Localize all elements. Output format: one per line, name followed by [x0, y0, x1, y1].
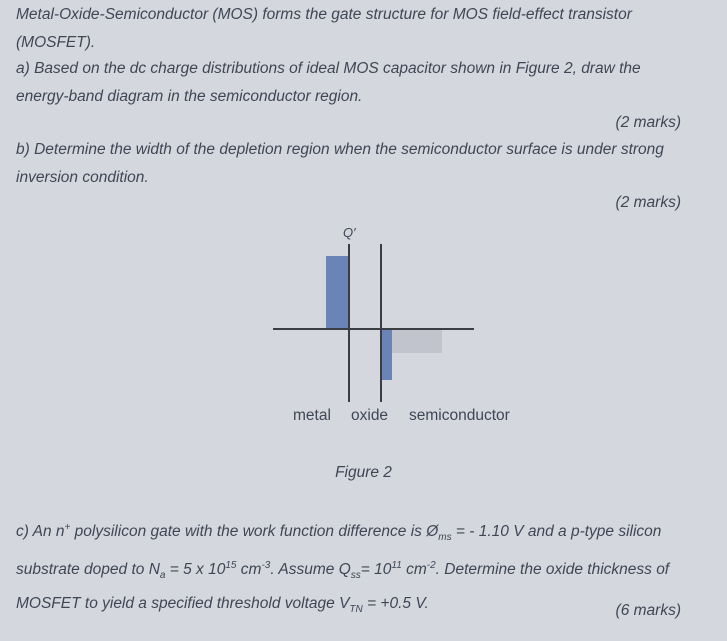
subscript: a [159, 570, 166, 581]
region-label-metal: metal [293, 407, 331, 424]
part-a-question [16, 55, 696, 110]
subscript: ss [350, 570, 361, 581]
part-a-line-1: a) Based on the dc charge distributions of ideal MOS capacitor shown in Figure 2, draw the [16, 60, 641, 77]
part-c-line-2 [16, 559, 670, 581]
part-b-question [16, 136, 696, 191]
text: MOSFET to yield a specified threshold voltage V [16, 594, 350, 612]
semiconductor-inversion-charge [382, 330, 392, 380]
superscript: + [64, 522, 71, 533]
superscript: -2 [426, 559, 436, 571]
text: = 5 x 10 [165, 560, 226, 578]
charge-axis-label: Q′ [343, 225, 356, 240]
intro-line-1: Metal-Oxide-Semiconductor (MOS) forms the gate structure for MOS field-effect transistor [16, 6, 632, 23]
part-b-line-2: inversion condition. [16, 168, 149, 186]
text: cm [401, 560, 427, 578]
semiconductor-depletion-charge [392, 330, 442, 353]
mos-charge-diagram [260, 220, 540, 440]
text: = 10 [360, 560, 392, 578]
part-c-line-1 [16, 522, 662, 544]
part-c-question [16, 514, 716, 623]
intro-paragraph [16, 1, 696, 56]
part-c-line-3 [16, 594, 429, 615]
phi-symbol: Ø [426, 523, 439, 541]
part-b-marks: (2 marks) [615, 194, 681, 211]
figure-caption: Figure 2 [335, 464, 392, 481]
part-a-line-2: energy-band diagram in the semiconductor region. [16, 87, 363, 105]
subscript: TN [349, 603, 363, 615]
intro-line-2: (MOSFET). [16, 33, 96, 51]
text: = - 1.10 V and a p-type silicon [451, 523, 662, 541]
subscript: ms [438, 532, 452, 544]
metal-positive-charge [326, 256, 348, 330]
part-a-marks: (2 marks) [615, 114, 681, 131]
region-label-oxide: oxide [351, 407, 389, 424]
text: . Determine the oxide thickness of [435, 560, 670, 578]
text: substrate doped to N [16, 560, 160, 578]
text: = +0.5 V. [362, 594, 429, 612]
text: cm [236, 560, 262, 578]
superscript: 15 [225, 559, 237, 571]
part-b-line-1: b) Determine the width of the depletion region when the semiconductor surface is under strong [16, 141, 664, 158]
superscript: -3 [261, 559, 271, 571]
region-label-semiconductor: semiconductor [409, 407, 510, 424]
part-c-marks: (6 marks) [615, 602, 681, 619]
text: . Assume Q [270, 560, 351, 578]
text: c) An n [16, 523, 65, 541]
text: polysilicon gate with the work function difference is [70, 523, 427, 541]
superscript: 11 [391, 559, 402, 571]
